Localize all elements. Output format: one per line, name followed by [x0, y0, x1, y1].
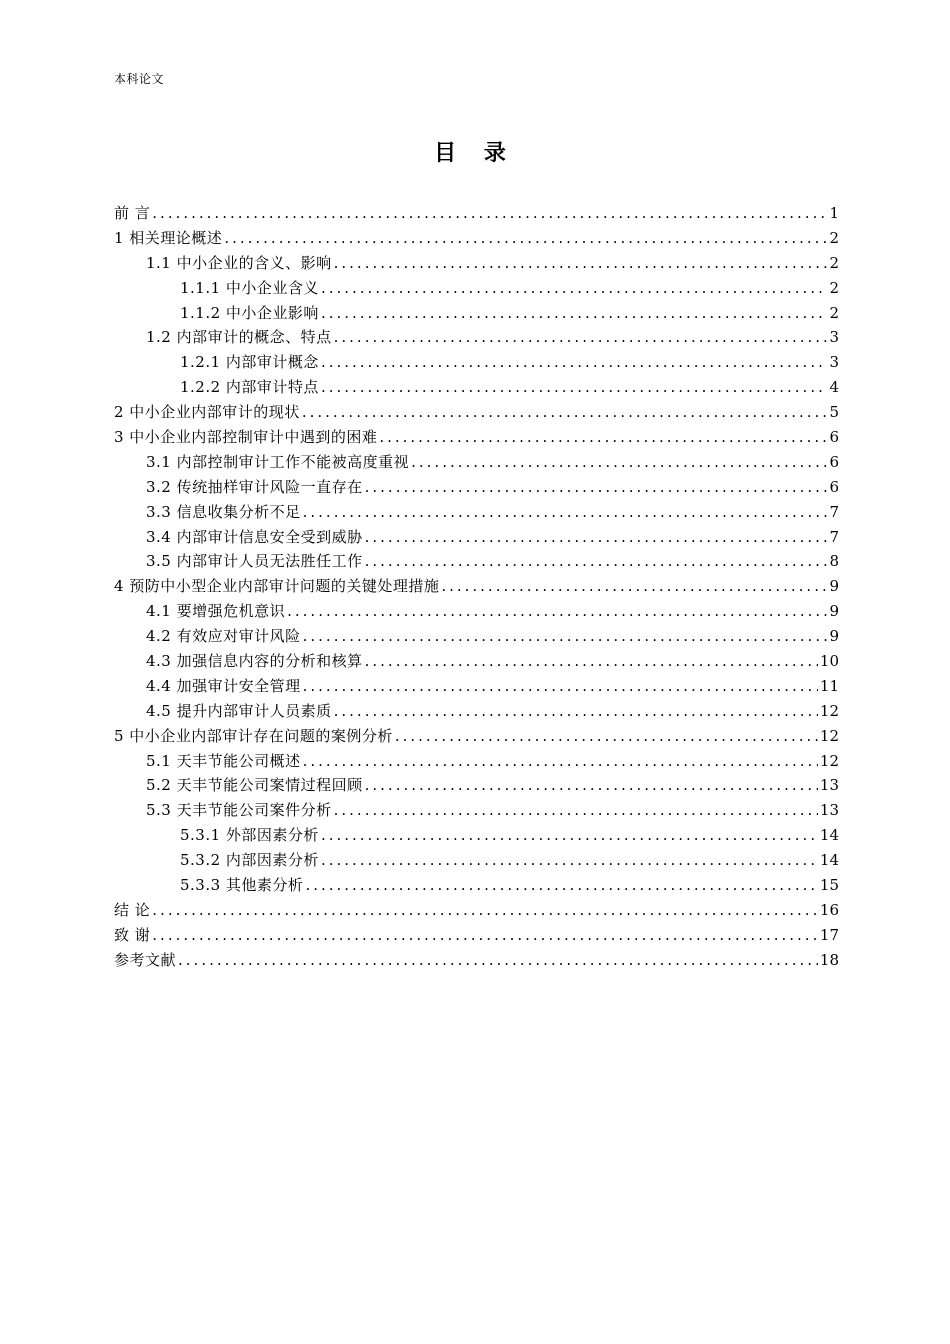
- toc-entry-page-number: 12: [819, 751, 839, 770]
- toc-dot-leader: [321, 301, 827, 326]
- toc-entry-label: 3.1 内部控制审计工作不能被高度重视: [146, 452, 410, 471]
- toc-dot-leader: [321, 276, 827, 301]
- toc-entry[interactable]: [114, 749, 839, 774]
- toc-entry[interactable]: [114, 574, 839, 599]
- toc-entry-page-number: 13: [819, 801, 839, 820]
- toc-entry-label: 1 相关理论概述: [114, 228, 223, 247]
- toc-dot-leader: [178, 948, 818, 973]
- running-header: 本科论文: [114, 72, 165, 86]
- toc-entry-page-number: 15: [819, 876, 839, 895]
- toc-entry-label: 5.2 天丰节能公司案情过程回顾: [146, 776, 363, 795]
- toc-entry-page-number: 10: [819, 652, 839, 671]
- toc-entry[interactable]: [114, 674, 839, 699]
- toc-dot-leader: [303, 624, 827, 649]
- toc-dot-leader: [224, 226, 827, 251]
- toc-entry-label: 4.1 要增强危机意识: [146, 602, 286, 621]
- toc-dot-leader: [302, 400, 827, 425]
- toc-entry-page-number: 18: [819, 950, 839, 969]
- toc-entry[interactable]: [114, 201, 839, 226]
- toc-entry[interactable]: [114, 848, 839, 873]
- toc-entry[interactable]: [114, 525, 839, 550]
- toc-entry[interactable]: [114, 773, 839, 798]
- toc-entry-page-number: 6: [829, 477, 839, 496]
- toc-dot-leader: [321, 848, 818, 873]
- toc-entry-label: 4.5 提升内部审计人员素质: [146, 701, 332, 720]
- toc-entry[interactable]: [114, 251, 839, 276]
- toc-entry-page-number: 2: [829, 228, 839, 247]
- toc-dot-leader: [303, 500, 827, 525]
- toc-dot-leader: [411, 450, 827, 475]
- toc-entry[interactable]: [114, 301, 839, 326]
- toc-entry[interactable]: [114, 823, 839, 848]
- toc-entry-label: 5 中小企业内部审计存在问题的案例分析: [114, 726, 393, 745]
- toc-entry-page-number: 9: [829, 627, 839, 646]
- toc-dot-leader: [287, 599, 827, 624]
- toc-entry-page-number: 4: [829, 378, 839, 397]
- toc-entry-page-number: 3: [829, 353, 839, 372]
- toc-entry-label: 5.3 天丰节能公司案件分析: [146, 801, 332, 820]
- toc-entry-label: 1.1.1 中小企业含义: [180, 278, 319, 297]
- toc-entry-label: 1.2.2 内部审计特点: [180, 378, 319, 397]
- toc-entry[interactable]: [114, 325, 839, 350]
- toc-dot-leader: [303, 674, 818, 699]
- toc-dot-leader: [395, 724, 818, 749]
- toc-dot-leader: [365, 525, 827, 550]
- toc-entry-page-number: 13: [819, 776, 839, 795]
- toc-entry[interactable]: [114, 276, 839, 301]
- toc-dot-leader: [365, 773, 818, 798]
- toc-entry-page-number: 3: [829, 328, 839, 347]
- toc-entry-page-number: 7: [829, 527, 839, 546]
- toc-entry-page-number: 12: [819, 726, 839, 745]
- toc-entry-page-number: 9: [829, 602, 839, 621]
- toc-dot-leader: [334, 798, 818, 823]
- toc-entry-page-number: 1: [829, 204, 839, 222]
- toc-entry[interactable]: [114, 350, 839, 375]
- toc-entry-label: 参考文献: [114, 950, 177, 969]
- toc-entry-label: 5.3.3 其他素分析: [180, 876, 304, 895]
- toc-entry-page-number: 6: [829, 452, 839, 471]
- toc-entry-page-number: 2: [829, 253, 839, 272]
- toc-entry-label: 3.2 传统抽样审计风险一直存在: [146, 477, 363, 496]
- toc-entry-label: 1.2 内部审计的概念、特点: [146, 328, 332, 347]
- toc-dot-leader: [365, 549, 827, 574]
- toc-entry-label: 2 中小企业内部审计的现状: [114, 403, 300, 422]
- toc-entry[interactable]: [114, 599, 839, 624]
- toc-entry-label: 3.5 内部审计人员无法胜任工作: [146, 552, 363, 571]
- toc-entry-label: 3.4 内部审计信息安全受到威胁: [146, 527, 363, 546]
- table-of-contents: [114, 201, 839, 973]
- toc-entry[interactable]: [114, 226, 839, 251]
- toc-entry-page-number: 6: [829, 428, 839, 447]
- toc-entry-page-number: 16: [819, 900, 839, 919]
- toc-dot-leader: [334, 325, 827, 350]
- toc-dot-leader: [321, 350, 827, 375]
- toc-entry-label: 结 论: [114, 900, 151, 919]
- toc-entry-label: 4 预防中小型企业内部审计问题的关键处理措施: [114, 577, 440, 596]
- toc-entry-label: 5.1 天丰节能公司概述: [146, 751, 301, 770]
- toc-dot-leader: [365, 475, 827, 500]
- toc-entry[interactable]: [114, 724, 839, 749]
- toc-entry-page-number: 11: [819, 676, 839, 695]
- toc-entry[interactable]: [114, 475, 839, 500]
- toc-entry-page-number: 12: [819, 701, 839, 720]
- toc-entry[interactable]: [114, 873, 839, 898]
- toc-entry[interactable]: [114, 624, 839, 649]
- toc-dot-leader: [303, 749, 818, 774]
- toc-dot-leader: [379, 425, 827, 450]
- toc-dot-leader: [152, 898, 818, 923]
- toc-entry[interactable]: [114, 649, 839, 674]
- toc-entry-page-number: 5: [829, 403, 839, 422]
- toc-entry[interactable]: [114, 798, 839, 823]
- toc-entry-page-number: 9: [829, 577, 839, 596]
- toc-dot-leader: [152, 923, 818, 948]
- toc-entry-label: 3.3 信息收集分析不足: [146, 502, 301, 521]
- toc-entry-label: 4.3 加强信息内容的分析和核算: [146, 652, 363, 671]
- toc-entry-page-number: 14: [819, 851, 839, 870]
- toc-entry[interactable]: [114, 375, 839, 400]
- toc-entry[interactable]: [114, 898, 839, 923]
- toc-dot-leader: [441, 574, 827, 599]
- toc-entry-page-number: 7: [829, 502, 839, 521]
- toc-entry-label: 3 中小企业内部控制审计中遇到的困难: [114, 428, 378, 447]
- toc-entry-label: 1.2.1 内部审计概念: [180, 353, 319, 372]
- toc-entry[interactable]: [114, 549, 839, 574]
- toc-dot-leader: [152, 201, 827, 226]
- toc-dot-leader: [321, 375, 827, 400]
- toc-entry-label: 5.3.2 内部因素分析: [180, 851, 319, 870]
- toc-entry-label: 致 谢: [114, 925, 151, 944]
- toc-entry-label: 5.3.1 外部因素分析: [180, 826, 319, 845]
- toc-entry-page-number: 17: [819, 925, 839, 944]
- toc-entry-label: 4.4 加强审计安全管理: [146, 676, 301, 695]
- toc-dot-leader: [334, 251, 827, 276]
- toc-dot-leader: [365, 649, 818, 674]
- toc-entry[interactable]: [114, 450, 839, 475]
- toc-entry-label: 前 言: [114, 204, 151, 222]
- toc-entry[interactable]: [114, 425, 839, 450]
- toc-entry-page-number: 14: [819, 826, 839, 845]
- toc-title: 目 录: [434, 140, 516, 166]
- toc-dot-leader: [305, 873, 817, 898]
- toc-entry[interactable]: [114, 923, 839, 948]
- toc-dot-leader: [321, 823, 818, 848]
- toc-entry-label: 1.1 中小企业的含义、影响: [146, 253, 332, 272]
- toc-entry[interactable]: [114, 400, 839, 425]
- toc-entry-label: 1.1.2 中小企业影响: [180, 303, 319, 322]
- toc-entry-page-number: 2: [829, 278, 839, 297]
- toc-dot-leader: [334, 699, 818, 724]
- toc-entry[interactable]: [114, 699, 839, 724]
- toc-entry[interactable]: [114, 948, 839, 973]
- toc-entry[interactable]: [114, 500, 839, 525]
- toc-entry-label: 4.2 有效应对审计风险: [146, 627, 301, 646]
- toc-entry-page-number: 2: [829, 303, 839, 322]
- toc-entry-page-number: 8: [829, 552, 839, 571]
